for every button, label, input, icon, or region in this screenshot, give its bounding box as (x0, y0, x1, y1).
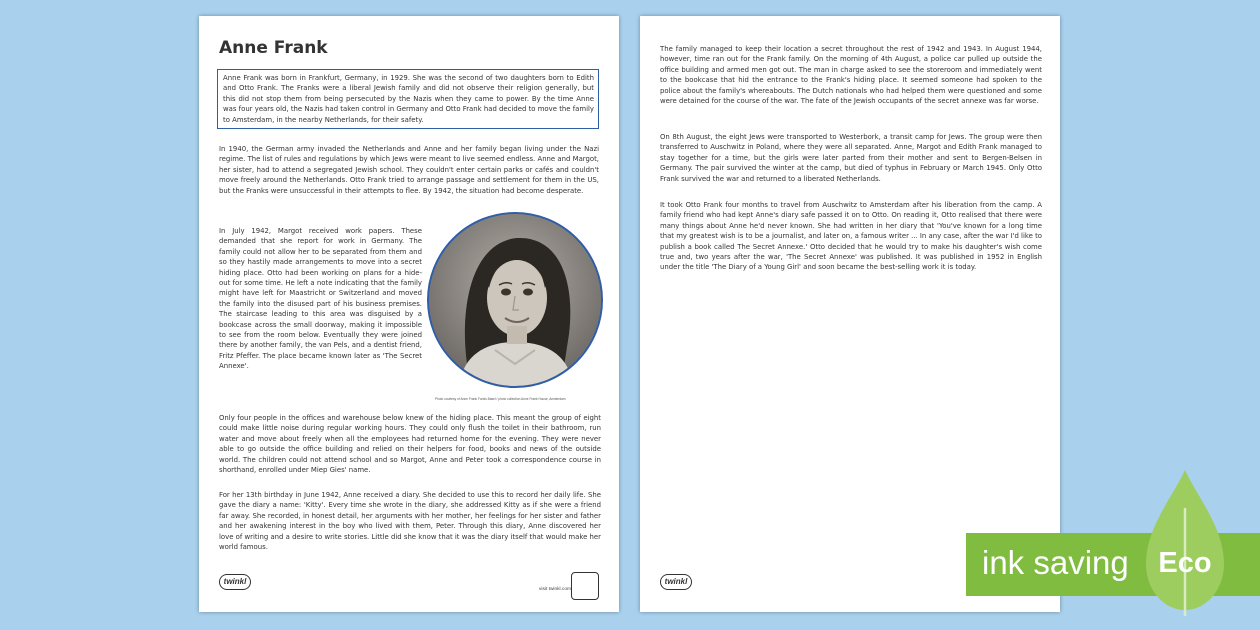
portrait-illustration (429, 214, 601, 386)
paragraph-discovery: The family managed to keep their location a secret throughout the rest of 1942 and 1943. In August 1944, however, time ran out for the Frank family. On the morning of 4th August, a police car pulled up outside the office building and armed men got out. The man in charge asked to see the storeroom and immediately went to the bookcase that hid the entrance to the Frank's hiding place. It seemed someone had spoken to the police about the family's whereabouts. The Dutch nationals who had helped them were questioned and some were detained for the course of the war. The fate of the Jewish occupants of the secret annexe was far worse. (660, 45, 1042, 106)
paragraph-publication: It took Otto Frank four months to travel from Auschwitz to Amsterdam after his liberation from the camp. A family friend who had kept Anne's diary safe passed it on to Otto. On reading it, Otto realised that there were many things about Anne he'd never known. She had written in her diary that 'You've known for a long time that my greatest wish is to be a journalist, and later on, a famous writer ... In any case, after the war I'd like to publish a book called The Secret Annexe.' Otto decided that he would try to make his daughter's wish come true and, two years after the war, 'The Secret Annexe' was published. It was published in 1952 in English under the title 'The Diary of a Young Girl' and soon became the best-selling work it is today. (660, 201, 1042, 272)
intro-text: Anne Frank was born in Frankfurt, Germany, in 1929. She was the second of two daughters born to Edith and Otto Frank. The Franks were a liberal Jewish family and did not observe their religion generally, but this did not stop them from being persecuted by the Nazis when they came to power. By the time Anne was four years old, the Nazis had taken control in Germany and Otto Frank had decided to move the family to Amsterdam, in the nearby Netherlands, for their safety. (223, 74, 594, 124)
footer-website: visit twinkl.com (539, 587, 571, 592)
photo-caption: Photo courtesy of Anne Frank Fonds Basel / photo collection Anne Frank House, Amsterdam (435, 397, 566, 401)
paragraph-camps: On 8th August, the eight Jews were transported to Westerbork, a transit camp for Jews. The group were then transferred to Auschwitz in Poland, where they were all separated. Anne, Margot and Edith Frank managed to stay together for a time, but the girls were later parted from their mother and sent to Bergen-Belsen in Germany. The pair survived the winter at the camp, but died of typhus in February or March 1945. Only Otto Frank survived the war and returned to a liberated Netherlands. (660, 133, 1042, 183)
paragraph-hiding-place: In July 1942, Margot received work papers. These demanded that she report for work in Germany. The family could not allow her to be separated from them and so they hastily made arrangements to move into a secret hiding place. Otto had been working on plans for a hide-out for some time. He left a note indicating that the family might have left for Maastricht or Switzerland and moved the family into the disused part of his business premises. The staircase leading to this area was disguised by a bookcase across the small doorway, making it impossible to see from the room below. Eventually they were joined there by another family, the van Pels, and a dentist friend, Fritz Pfeffer. The place became known later as 'The Secret Annexe'. (219, 227, 422, 371)
ink-saving-label: ink saving (982, 544, 1129, 581)
page-title: Anne Frank (219, 38, 328, 58)
worksheet-page-1 (199, 16, 619, 612)
eco-label: Eco (1158, 547, 1212, 579)
paragraph-daily-life: Only four people in the offices and warehouse below knew of the hiding place. This meant the group of eight could make little noise during regular working hours. They could only flush the toilet in their bathroom, run water and move about freely when all the employees had returned home for the evening. They were never able to go outside the office building and relied on their helpers for food, books and news of the outside world. The children could not attend school and so Margot, Anne and Peter took a correspondence course in shorthand, enrolled under Miep Gies' name. (219, 414, 601, 475)
paragraph-invasion: In 1940, the German army invaded the Netherlands and Anne and her family began living under the Nazi regime. The list of rules and regulations by which Jews were meant to live seemed endless. Anne and Margot, her sister, had to attend a segregated Jewish school. They couldn't enter certain parks or cafés and couldn't move freely around the Netherlands. Otto Frank tried to arrange passage and settlement for them in the US, but the Franks were unsuccessful in their attempts to flee. By 1942, the situation had become desperate. (219, 145, 599, 195)
intro-box (217, 69, 599, 129)
twinkl-logo: twinkl (660, 574, 692, 590)
worksheet-page-2 (640, 16, 1060, 612)
paragraph-diary: For her 13th birthday in June 1942, Anne received a diary. She decided to use this to record her daily life. She gave the diary a name: 'Kitty'. Every time she wrote in the diary, she addressed Kitty as if she were a friend far away. She recorded, in honest detail, her arguments with her mother, her feelings for her sister and father and her awakening interest in the boy who lived with them, Peter. Through this diary, Anne discovered her love of writing and a desire to write stories. Little did she know that it was the diary itself that would make her world famous. (219, 491, 601, 552)
twinkl-logo: twinkl (219, 574, 251, 590)
anne-frank-portrait (427, 212, 603, 388)
twinkl-badge-icon (571, 572, 599, 600)
